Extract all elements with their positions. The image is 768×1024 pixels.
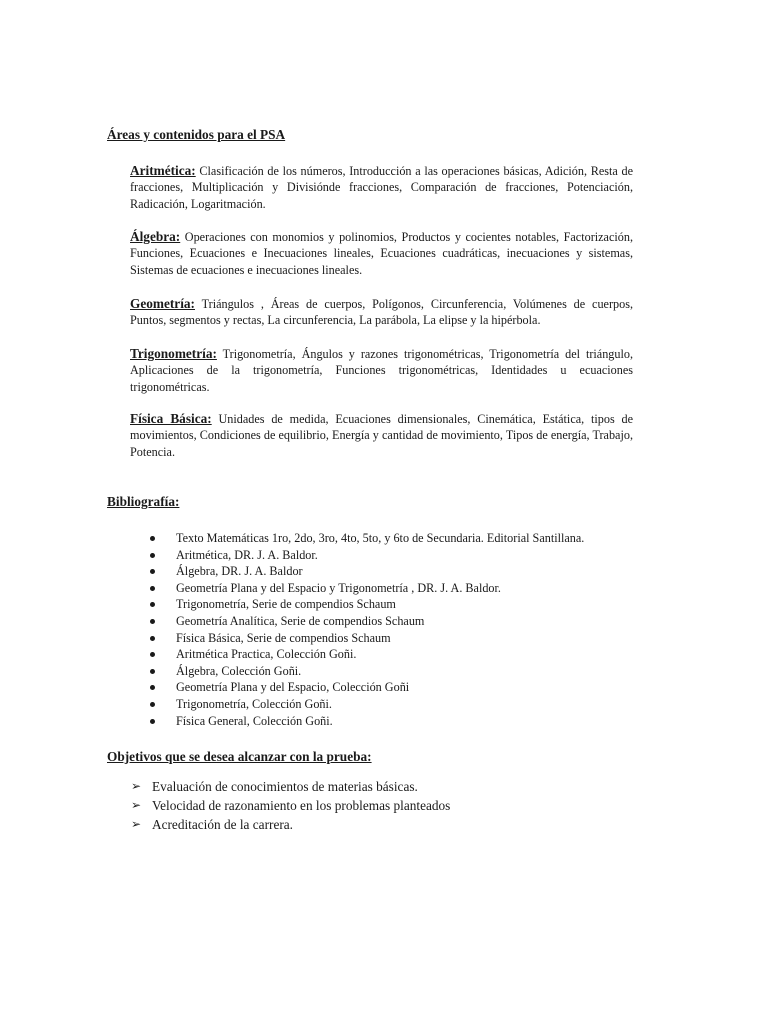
bibliography-heading: Bibliografía: (107, 494, 180, 509)
list-item (131, 815, 450, 834)
list-item (150, 530, 584, 547)
list-item-text: Física General, Colección Goñi. (176, 713, 333, 728)
bullet-icon (150, 553, 155, 558)
list-item (150, 630, 584, 647)
list-item-text: Geometría Plana y del Espacio, Colección Goñi (176, 680, 410, 695)
bullet-icon (150, 685, 155, 690)
bullet-icon (150, 569, 155, 574)
list-item-text: Trigonometría, Serie de compendios Schaum (176, 597, 396, 612)
list-item (150, 646, 584, 663)
list-item-text: Aritmética Practica, Colección Goñi. (176, 647, 357, 662)
list-item (150, 713, 584, 730)
bullet-icon (150, 636, 155, 641)
list-item-text: Velocidad de razonamiento en los problemas planteados (152, 798, 451, 813)
list-item-text: Acreditación de la carrera. (152, 817, 294, 832)
arrow-bullet-icon: ➢ (131, 817, 142, 831)
bullet-icon (150, 619, 155, 624)
list-item (150, 613, 584, 630)
objectives-list (131, 777, 450, 834)
bullet-icon (150, 719, 155, 724)
arrow-bullet-icon: ➢ (131, 798, 142, 812)
list-item (150, 596, 584, 613)
list-item (150, 563, 584, 580)
section-title: Aritmética: (130, 163, 196, 178)
section-fisica-basica (130, 411, 633, 460)
objectives-heading: Objetivos que se desea alcanzar con la prueba: (107, 749, 372, 764)
list-item (150, 679, 584, 696)
list-item-text: Física Básica, Serie de compendios Schaum (176, 630, 391, 645)
list-item-text: Álgebra, DR. J. A. Baldor (176, 564, 303, 579)
section-title: Geometría: (130, 296, 195, 311)
list-item-text: Texto Matemáticas 1ro, 2do, 3ro, 4to, 5to, y 6to de Secundaria. Editorial Santillana. (176, 531, 585, 545)
section-text: Trigonometría, Ángulos y razones trigonométricas, Trigonometría del triángulo, Aplicaciones de la trigonometría, Funciones trigonométricas, Identidades u ecuaciones trigonométricas. (130, 347, 633, 394)
section-text: Unidades de medida, Ecuaciones dimensionales, Cinemática, Estática, tipos de movimientos, Condiciones de equilibrio, Energía y cantidad de movimiento, Tipos de energía, Trabajo, Potencia. (130, 412, 633, 459)
section-title: Física Básica: (130, 411, 212, 426)
section-geometria (130, 296, 633, 329)
list-item (131, 796, 450, 815)
section-trigonometria (130, 346, 633, 395)
list-item (131, 777, 450, 796)
bullet-icon (150, 702, 155, 707)
section-text: Operaciones con monomios y polinomios, Productos y cocientes notables, Factorización, Funciones, Ecuaciones e Inecuaciones lineales, Ecuaciones cuadráticas, inecuaciones y sistemas, Sistemas de ecuaciones e inecuaciones lineales. (130, 230, 633, 277)
section-text: Triángulos , Áreas de cuerpos, Polígonos, Circunferencia, Volúmenes de cuerpos, Puntos, segmentos y rectas, La circunferencia, La parábola, La elipse y la hipérbola. (130, 297, 633, 328)
bullet-icon (150, 652, 155, 657)
list-item-text: Geometría Plana y del Espacio y Trigonometría , DR. J. A. Baldor. (176, 580, 501, 595)
bibliography-list (150, 530, 584, 729)
list-item-text: Aritmética, DR. J. A. Baldor. (176, 547, 318, 562)
list-item (150, 580, 584, 597)
bullet-icon (150, 602, 155, 607)
list-item-text: Álgebra, Colección Goñi. (176, 663, 302, 678)
list-item-text: Trigonometría, Colección Goñi. (176, 696, 332, 711)
areas-heading: Áreas y contenidos para el PSA (107, 127, 286, 142)
list-item-text: Geometría Analítica, Serie de compendios Schaum (176, 613, 425, 628)
bullet-icon (150, 586, 155, 591)
list-item (150, 547, 584, 564)
bullet-icon (150, 536, 155, 541)
list-item (150, 696, 584, 713)
list-item (150, 663, 584, 680)
list-item-text: Evaluación de conocimientos de materias básicas. (152, 779, 418, 794)
section-text: Clasificación de los números, Introducción a las operaciones básicas, Adición, Resta de fracciones, Multiplicación y Divisiónde fracciones, Comparación de fracciones, Potenciación, Radicación, Logaritmación. (130, 164, 633, 211)
section-title: Álgebra: (130, 229, 181, 244)
section-algebra (130, 229, 633, 278)
section-aritmetica (130, 163, 633, 212)
arrow-bullet-icon: ➢ (131, 779, 142, 793)
section-title: Trigonometría: (130, 346, 217, 361)
bullet-icon (150, 669, 155, 674)
